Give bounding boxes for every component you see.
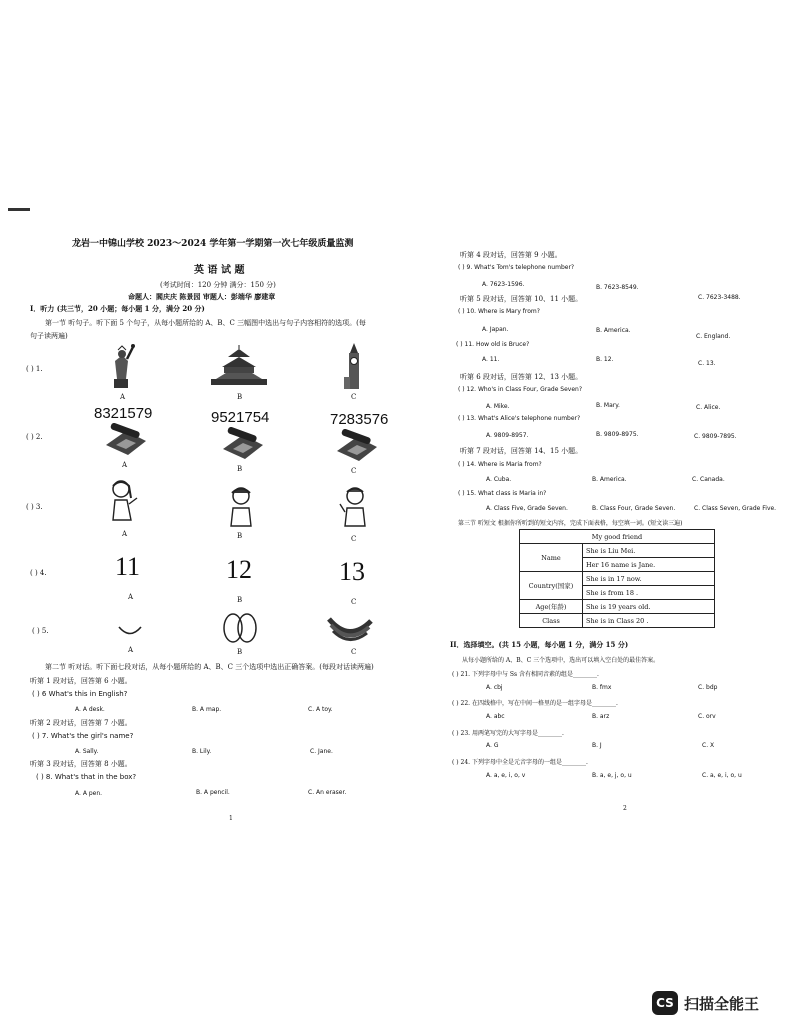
- sec1-instruction: 第一节 听句子。听下面 5 个句子，从每小题所给的 A、B、C 三幅图中选出与句子内容相符的选项。(每: [45, 319, 366, 327]
- question-21: ( ) 21. 下列字母中与 Ss 含有相同音素的组是________.: [452, 671, 599, 678]
- number-image-b: 12: [226, 555, 252, 584]
- banana-image: [117, 624, 143, 638]
- q8-option-a: A. A pen.: [75, 790, 103, 797]
- q14-option-c: C. Canada.: [692, 476, 725, 483]
- option-label-b: B: [237, 465, 243, 473]
- q24-option-a: A. a, e, i, o, v: [486, 772, 526, 779]
- page-number-right: 2: [623, 805, 627, 812]
- number-image-c: 13: [339, 557, 365, 586]
- camscanner-brand-name: 扫描全能王: [684, 994, 760, 1013]
- q24-option-b: B. a, e, j, o, u: [592, 772, 632, 779]
- q10-option-c: C. England.: [696, 333, 731, 340]
- girl-image: [104, 478, 140, 522]
- sec2-instruction: 第二节 听对话。听下面七段对话，从每小题所给的 A、B、C 三个选项中选出正确答案。(每段对话读两遍): [45, 663, 374, 671]
- class-label: Class: [520, 614, 583, 628]
- option-label-b: B: [237, 393, 243, 401]
- option-label-a: A: [122, 461, 128, 469]
- q15-option-b: B. Class Four, Grade Seven.: [592, 505, 676, 512]
- option-label-b: B: [237, 648, 243, 656]
- question-11: ( ) 11. How old is Bruce?: [456, 341, 530, 348]
- q15-option-a: A. Class Five, Grade Seven.: [486, 505, 568, 512]
- q9-option-c: C. 7623-3488.: [698, 294, 741, 301]
- q15-option-c: C. Class Seven, Grade Five.: [694, 505, 777, 512]
- option-label-a: A: [122, 530, 128, 538]
- question-22: ( ) 22. 在四线格中，写在中间一格里的是一组字母是________.: [452, 700, 618, 707]
- dialog-1-heading: 听第 1 段对话，回答第 6 小题。: [30, 677, 132, 685]
- q13-option-b: B. 9809-8975.: [596, 431, 639, 438]
- q11-option-b: B. 12.: [596, 356, 614, 363]
- part1-heading: I．听力 (共三节，20 小题；每小题 1 分，满分 20 分): [30, 304, 205, 313]
- age-label: Age(年龄): [520, 600, 583, 614]
- q11-option-c: C. 13.: [698, 360, 716, 367]
- q6-option-a: A. A desk.: [75, 706, 105, 713]
- question-2: ( ) 2.: [26, 433, 43, 441]
- q7-option-c: C. Jane.: [310, 748, 333, 755]
- sec3-instruction: 第三节 听短文 根据你所听到的短文内容，完成下面表格，每空填一词。(短文读三遍): [458, 520, 683, 527]
- exam-title: 龙岩一中锦山学校 2023～2024 学年第一学期第一次七年级质量监测: [72, 239, 354, 249]
- part2-heading: II．选择填空。(共 15 小题，每小题 1 分，满分 15 分): [450, 640, 629, 649]
- option-label-b: B: [237, 532, 243, 540]
- name-row-2: Her 16 name is Jane.: [583, 558, 715, 572]
- q14-option-a: A. Cuba.: [486, 476, 512, 483]
- q10-option-a: A. Japan.: [482, 326, 509, 333]
- table-header: My good friend: [520, 530, 715, 544]
- option-label-c: C: [351, 467, 357, 475]
- telephone-icon-b: [219, 427, 267, 461]
- q10-option-b: B. America.: [596, 327, 631, 334]
- q12-option-a: A. Mike.: [486, 403, 510, 410]
- country-row-2: She is from 18 .: [583, 586, 715, 600]
- option-label-a: A: [128, 646, 134, 654]
- q13-option-c: C. 9809-7895.: [694, 433, 737, 440]
- phone-number-a: 8321579: [94, 405, 153, 422]
- q7-option-a: A. Sally.: [75, 748, 99, 755]
- bananas-bunch-image: [325, 611, 375, 645]
- q7-option-b: B. Lily.: [192, 748, 212, 755]
- q8-option-b: B. A pencil.: [196, 789, 230, 796]
- boy-image: [224, 484, 258, 528]
- option-label-a: A: [120, 393, 126, 401]
- question-1: ( ) 1.: [26, 365, 43, 373]
- page-number-left: 1: [229, 815, 233, 822]
- question-4: ( ) 4.: [30, 569, 47, 577]
- q23-option-a: A. G: [486, 742, 499, 749]
- dialog-5-heading: 听第 5 段对话，回答第 10、11 小题。: [460, 295, 583, 303]
- q11-option-a: A. 11.: [482, 356, 500, 363]
- option-label-c: C: [351, 598, 357, 606]
- country-row-1: She is in 17 now.: [583, 572, 715, 586]
- q8-option-c: C. An eraser.: [308, 789, 347, 796]
- question-8: ( ) 8. What's that in the box?: [36, 773, 137, 781]
- class-row: She is in Class 20 .: [583, 614, 715, 628]
- q9-option-b: B. 7623-8549.: [596, 284, 639, 291]
- question-14: ( ) 14. Where is Maria from?: [458, 461, 542, 468]
- q9-option-a: A. 7623-1596.: [482, 281, 525, 288]
- dialog-2-heading: 听第 2 段对话，回答第 7 小题。: [30, 719, 132, 727]
- phone-number-c: 7283576: [330, 411, 389, 428]
- number-image-a: 11: [115, 552, 141, 581]
- q22-option-a: A. abc: [486, 713, 505, 720]
- name-row-1: She is Liu Mei.: [583, 544, 715, 558]
- man-image: [337, 484, 373, 528]
- sec1-instruction-cont: 句子读两遍): [30, 332, 68, 340]
- q14-option-b: B. America.: [592, 476, 627, 483]
- q22-option-c: C. orv: [698, 713, 716, 720]
- question-7: ( ) 7. What's the girl's name?: [32, 732, 134, 740]
- question-24: ( ) 24. 下列字母中全是元音字母的一组是________.: [452, 759, 588, 766]
- question-10: ( ) 10. Where is Mary from?: [458, 308, 540, 315]
- q13-option-a: A. 9809-8957.: [486, 432, 529, 439]
- q6-option-c: C. A toy.: [308, 706, 333, 713]
- name-label: Name: [520, 544, 583, 572]
- phone-number-b: 9521754: [211, 409, 270, 426]
- telephone-icon-a: [102, 423, 150, 457]
- option-label-c: C: [351, 535, 357, 543]
- exam-authors: 命题人：閻庆庆 陈景园 审题人：彭端华 廖建章: [128, 292, 276, 301]
- q22-option-b: B. arz: [592, 713, 610, 720]
- question-9: ( ) 9. What's Tom's telephone number?: [458, 264, 575, 271]
- question-5: ( ) 5.: [32, 627, 49, 635]
- q21-option-c: C. bdp: [698, 684, 718, 691]
- question-3: ( ) 3.: [26, 503, 43, 511]
- my-good-friend-table: [519, 529, 715, 628]
- question-23: ( ) 23. 用两笔写完的大写字母是________.: [452, 730, 564, 737]
- dialog-3-heading: 听第 3 段对话，回答第 8 小题。: [30, 760, 132, 768]
- camscanner-logo-icon: CS: [652, 991, 678, 1015]
- q23-option-c: C. X: [702, 742, 715, 749]
- country-label: Country(国家): [520, 572, 583, 600]
- q12-option-b: B. Mary.: [596, 402, 620, 409]
- q6-option-b: B. A map.: [192, 706, 222, 713]
- question-15: ( ) 15. What class is Maria in?: [458, 490, 547, 497]
- part2-instruction: 从每小题所给的 A、B、C 三个选项中，选出可以填入空白处的最佳答案。: [462, 657, 660, 664]
- q23-option-b: B. J: [592, 742, 602, 749]
- q21-option-a: A. cbj: [486, 684, 503, 691]
- q21-option-b: B. fmx: [592, 684, 612, 691]
- grapes-image: [220, 611, 260, 645]
- question-6: ( ) 6 What's this in English?: [32, 690, 128, 698]
- dialog-7-heading: 听第 7 段对话，回答第 14、15 小题。: [460, 447, 583, 455]
- question-12: ( ) 12. Who's in Class Four, Grade Seven?: [458, 386, 583, 393]
- dialog-4-heading: 听第 4 段对话，回答第 9 小题。: [460, 251, 562, 259]
- camscanner-watermark: [652, 990, 759, 1016]
- q12-option-c: C. Alice.: [696, 404, 721, 411]
- q24-option-c: C. a, e, i, o, u: [702, 772, 742, 779]
- option-label-c: C: [351, 393, 357, 401]
- exam-info: (考试时间：120 分钟 满分：150 分): [160, 281, 276, 289]
- age-row: She is 19 years old.: [583, 600, 715, 614]
- question-13: ( ) 13. What's Alice's telephone number?: [458, 415, 581, 422]
- statue-of-liberty-image: [100, 343, 144, 389]
- dialog-6-heading: 听第 6 段对话，回答第 12、13 小题。: [460, 373, 583, 381]
- option-label-c: C: [351, 648, 357, 656]
- exam-subtitle: 英 语 试 题: [194, 265, 245, 276]
- scan-mark: [8, 208, 30, 211]
- option-label-a: A: [128, 593, 134, 601]
- temple-of-heaven-image: [208, 345, 270, 387]
- option-label-b: B: [237, 596, 243, 604]
- big-ben-image: [339, 343, 369, 391]
- telephone-icon-c: [333, 429, 381, 463]
